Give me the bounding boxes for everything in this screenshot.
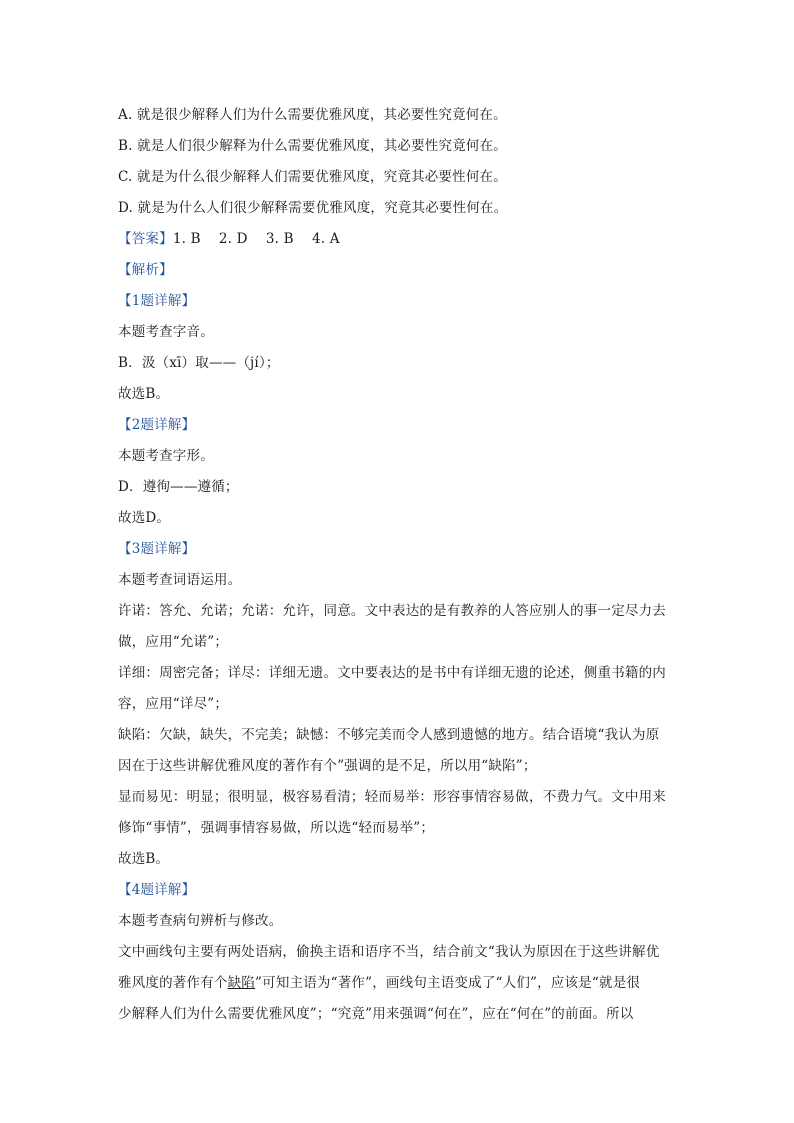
q1-line: 故选B。 xyxy=(118,386,170,402)
q3-line: 缺陷：欠缺，缺失，不完美；缺憾：不够完美而令人感到遗憾的地方。结合语境“我认为原 xyxy=(118,727,660,743)
q4-line: 文中画线句主要有两处语病，偷换主语和语序不当，结合前文“我认为原因在于这些讲解优 xyxy=(118,944,660,960)
answer-text: 1. B 2. D 3. B 4. A xyxy=(172,231,340,247)
option-c: C. 就是为什么很少解释人们需要优雅风度，究竟其必要性何在。 xyxy=(118,169,507,185)
document-body xyxy=(118,100,688,1030)
analysis-label: 【解析】 xyxy=(118,262,173,278)
option-d: D. 就是为什么人们很少解释需要优雅风度，究竟其必要性何在。 xyxy=(118,200,508,216)
option-b: B. 就是人们很少解释为什么需要优雅风度，其必要性究竟何在。 xyxy=(118,138,508,154)
q1-line: 本题考查字音。 xyxy=(118,324,214,340)
q1-header: 【1题详解】 xyxy=(118,293,196,309)
option-a: A. 就是很少解释人们为什么需要优雅风度，其必要性究竟何在。 xyxy=(118,107,507,123)
q3-line: 本题考查词语运用。 xyxy=(118,572,242,588)
q4-line: 本题考查病句辨析与修改。 xyxy=(118,913,283,929)
q3-header: 【3题详解】 xyxy=(118,541,196,557)
answer-line xyxy=(118,224,688,255)
q4-line3-pre: 雅风度的著作有个 xyxy=(118,975,228,991)
q4-line: 少解释人们为什么需要优雅风度”；“究竟”用来强调“何在”，应在“何在”的前面。所以 xyxy=(118,1006,634,1022)
underlined-word: 缺陷 xyxy=(227,975,256,991)
q2-line: 故选D。 xyxy=(118,510,171,526)
q3-line: 做，应用“允诺”； xyxy=(118,634,229,650)
q1-line: B．汲（xī）取——（jí）； xyxy=(118,355,280,371)
q3-line: 因在于这些讲解优雅风度的著作有个”强调的是不足，所以用“缺陷”； xyxy=(118,758,537,774)
q2-line: 本题考查字形。 xyxy=(118,448,214,464)
answer-label: 【答案】 xyxy=(118,231,173,247)
q2-line: D．遵徇——遵循； xyxy=(118,479,239,495)
q2-header: 【2题详解】 xyxy=(118,417,196,433)
q3-line: 故选B。 xyxy=(118,851,170,867)
q3-line: 许诺：答允、允诺；允诺：允许，同意。文中表达的是有教养的人答应别人的事一定尽力去 xyxy=(118,603,666,619)
q4-line xyxy=(118,968,688,999)
q4-line3-post: ”可知主语为“著作”，画线句主语变成了“人们”，应该是“就是很 xyxy=(255,975,641,991)
q3-line: 容，应用“详尽”； xyxy=(118,696,229,712)
q3-line: 显而易见：明显；很明显，极容易看清；轻而易举：形容事情容易做，不费力气。文中用来 xyxy=(118,789,666,805)
q3-line: 详细：周密完备；详尽：详细无遗。文中要表达的是书中有详细无遗的论述，侧重书籍的内 xyxy=(118,665,666,681)
q3-line: 修饰“事情”，强调事情容易做，所以选“轻而易举”； xyxy=(118,820,435,836)
q4-header: 【4题详解】 xyxy=(118,882,196,898)
